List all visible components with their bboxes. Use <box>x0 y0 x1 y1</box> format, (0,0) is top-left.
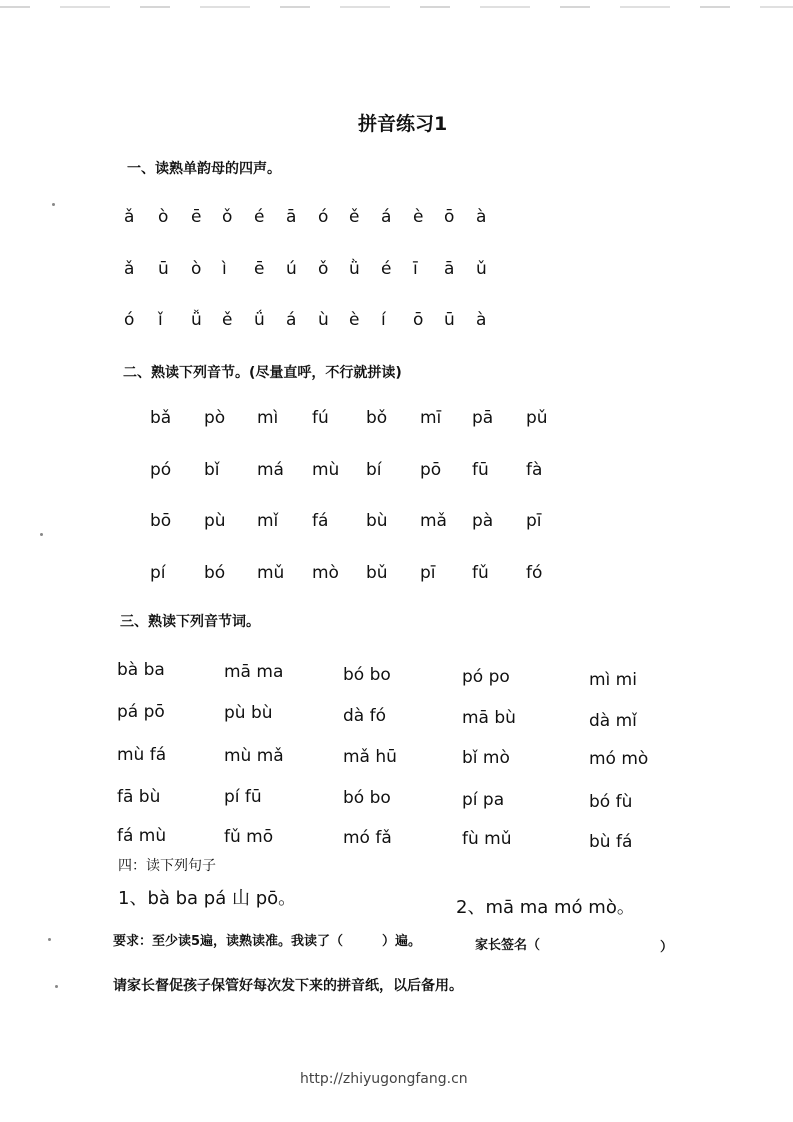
syllable-r2-c4: mù <box>312 460 340 480</box>
syllable-r2-c2: bǐ <box>204 460 220 480</box>
vowel-tone-r2-c1: ǎ <box>124 259 135 279</box>
word-r1-c5: mì mi <box>589 670 637 690</box>
vowel-tone-r1-c7: ó <box>318 207 329 227</box>
syllable-r4-c4: mò <box>312 563 339 583</box>
syllable-r4-c8: fó <box>526 563 543 583</box>
word-r1-c1: bà ba <box>117 660 165 680</box>
vowel-tone-r2-c12: ǔ <box>476 259 487 279</box>
vowel-tone-r1-c10: è <box>413 207 424 227</box>
vowel-tone-r2-c4: ì <box>222 259 227 279</box>
syllable-r3-c6: mǎ <box>420 511 447 531</box>
syllable-r2-c7: fū <box>472 460 489 480</box>
page-title: 拼音练习1 <box>358 113 448 135</box>
word-r3-c2: mù mǎ <box>224 746 284 766</box>
syllable-r4-c6: pī <box>420 563 436 583</box>
section1-heading: 一、读熟单韵母的四声。 <box>127 161 281 177</box>
vowel-tone-r3-c1: ó <box>124 310 135 330</box>
syllable-r1-c5: bǒ <box>366 408 388 428</box>
vowel-tone-r2-c2: ū <box>158 259 169 279</box>
scan-artifact-top <box>0 6 793 8</box>
parent-signature-close: ） <box>660 940 674 955</box>
vowel-tone-r2-c11: ā <box>444 259 455 279</box>
syllable-r2-c1: pó <box>150 460 172 480</box>
vowel-tone-r1-c6: ā <box>286 207 297 227</box>
vowel-tone-r3-c3: ǚ <box>191 310 202 330</box>
scan-speck <box>48 938 51 941</box>
syllable-r1-c8: pǔ <box>526 408 548 428</box>
section3-heading: 三、熟读下列音节词。 <box>120 614 260 630</box>
word-r2-c5: dà mǐ <box>589 711 637 731</box>
syllable-r2-c3: má <box>257 460 284 480</box>
syllable-r4-c2: bó <box>204 563 226 583</box>
word-r5-c5: bù fá <box>589 832 633 852</box>
parent-signature-label: 家长签名（ <box>475 938 541 953</box>
vowel-tone-r3-c4: ě <box>222 310 233 330</box>
word-r4-c5: bó fù <box>589 792 633 812</box>
section4-heading: 四：读下列句子 <box>118 858 216 874</box>
word-r1-c3: bó bo <box>343 665 391 685</box>
word-r4-c2: pí fū <box>224 787 262 807</box>
word-r3-c3: mǎ hū <box>343 747 397 767</box>
syllable-r3-c4: fá <box>312 511 329 531</box>
syllable-r2-c8: fà <box>526 460 543 480</box>
vowel-tone-r1-c4: ǒ <box>222 207 233 227</box>
vowel-tone-r2-c5: ē <box>254 259 265 279</box>
word-r2-c3: dà fó <box>343 706 386 726</box>
vowel-tone-r2-c8: ǜ <box>349 259 360 279</box>
scan-speck <box>40 533 43 536</box>
syllable-r1-c6: mī <box>420 408 442 428</box>
syllable-r1-c4: fú <box>312 408 329 428</box>
vowel-tone-r2-c10: ī <box>413 259 418 279</box>
vowel-tone-r3-c8: è <box>349 310 360 330</box>
word-r5-c2: fǔ mō <box>224 827 274 847</box>
requirement-text: 要求：至少读5遍，读熟读准。我读了（ ）遍。 <box>113 934 422 949</box>
footer-url: http://zhiyugongfang.cn <box>300 1071 468 1087</box>
syllable-r3-c1: bō <box>150 511 172 531</box>
word-r4-c1: fā bù <box>117 787 161 807</box>
vowel-tone-r3-c11: ū <box>444 310 455 330</box>
vowel-tone-r1-c2: ò <box>158 207 169 227</box>
word-r2-c4: mā bù <box>462 708 516 728</box>
parent-note: 请家长督促孩子保管好每次发下来的拼音纸，以后备用。 <box>113 978 463 994</box>
word-r5-c4: fù mǔ <box>462 829 512 849</box>
vowel-tone-r1-c9: á <box>381 207 392 227</box>
syllable-r4-c1: pí <box>150 563 166 583</box>
sentence-2: 2、mā ma mó mò。 <box>456 897 635 918</box>
vowel-tone-r1-c8: ě <box>349 207 360 227</box>
vowel-tone-r1-c11: ō <box>444 207 455 227</box>
vowel-tone-r1-c5: é <box>254 207 265 227</box>
syllable-r3-c8: pī <box>526 511 542 531</box>
syllable-r4-c3: mǔ <box>257 563 285 583</box>
syllable-r1-c3: mì <box>257 408 279 428</box>
word-r5-c3: mó fǎ <box>343 828 392 848</box>
vowel-tone-r3-c7: ù <box>318 310 329 330</box>
vowel-tone-r3-c2: ǐ <box>158 310 163 330</box>
word-r4-c4: pí pa <box>462 790 505 810</box>
vowel-tone-r2-c9: é <box>381 259 392 279</box>
word-r3-c5: mó mò <box>589 749 649 769</box>
vowel-tone-r3-c5: ǘ <box>254 310 265 330</box>
vowel-tone-r1-c12: à <box>476 207 487 227</box>
vowel-tone-r1-c3: ē <box>191 207 202 227</box>
word-r5-c1: fá mù <box>117 826 167 846</box>
vowel-tone-r2-c7: ǒ <box>318 259 329 279</box>
word-r2-c1: pá pō <box>117 702 165 722</box>
syllable-r3-c3: mǐ <box>257 511 279 531</box>
syllable-r1-c1: bǎ <box>150 408 172 428</box>
word-r3-c4: bǐ mò <box>462 748 510 768</box>
vowel-tone-r3-c6: á <box>286 310 297 330</box>
sentence-1: 1、bà ba pá 山 pō。 <box>118 888 297 909</box>
scan-speck <box>52 203 55 206</box>
syllable-r2-c5: bí <box>366 460 382 480</box>
syllable-r3-c2: pù <box>204 511 226 531</box>
word-r1-c2: mā ma <box>224 662 284 682</box>
word-r4-c3: bó bo <box>343 788 391 808</box>
syllable-r4-c5: bǔ <box>366 563 388 583</box>
syllable-r2-c6: pō <box>420 460 442 480</box>
vowel-tone-r2-c6: ú <box>286 259 297 279</box>
word-r1-c4: pó po <box>462 667 510 687</box>
syllable-r1-c2: pò <box>204 408 226 428</box>
vowel-tone-r3-c9: í <box>381 310 386 330</box>
section2-heading: 二、熟读下列音节。(尽量直呼，不行就拼读) <box>123 365 402 381</box>
vowel-tone-r3-c12: à <box>476 310 487 330</box>
vowel-tone-r2-c3: ò <box>191 259 202 279</box>
syllable-r3-c7: pà <box>472 511 494 531</box>
syllable-r1-c7: pā <box>472 408 494 428</box>
syllable-r4-c7: fǔ <box>472 563 489 583</box>
syllable-r3-c5: bù <box>366 511 388 531</box>
scan-speck <box>55 985 58 988</box>
word-r3-c1: mù fá <box>117 745 167 765</box>
word-r2-c2: pù bù <box>224 703 273 723</box>
vowel-tone-r1-c1: ǎ <box>124 207 135 227</box>
vowel-tone-r3-c10: ō <box>413 310 424 330</box>
